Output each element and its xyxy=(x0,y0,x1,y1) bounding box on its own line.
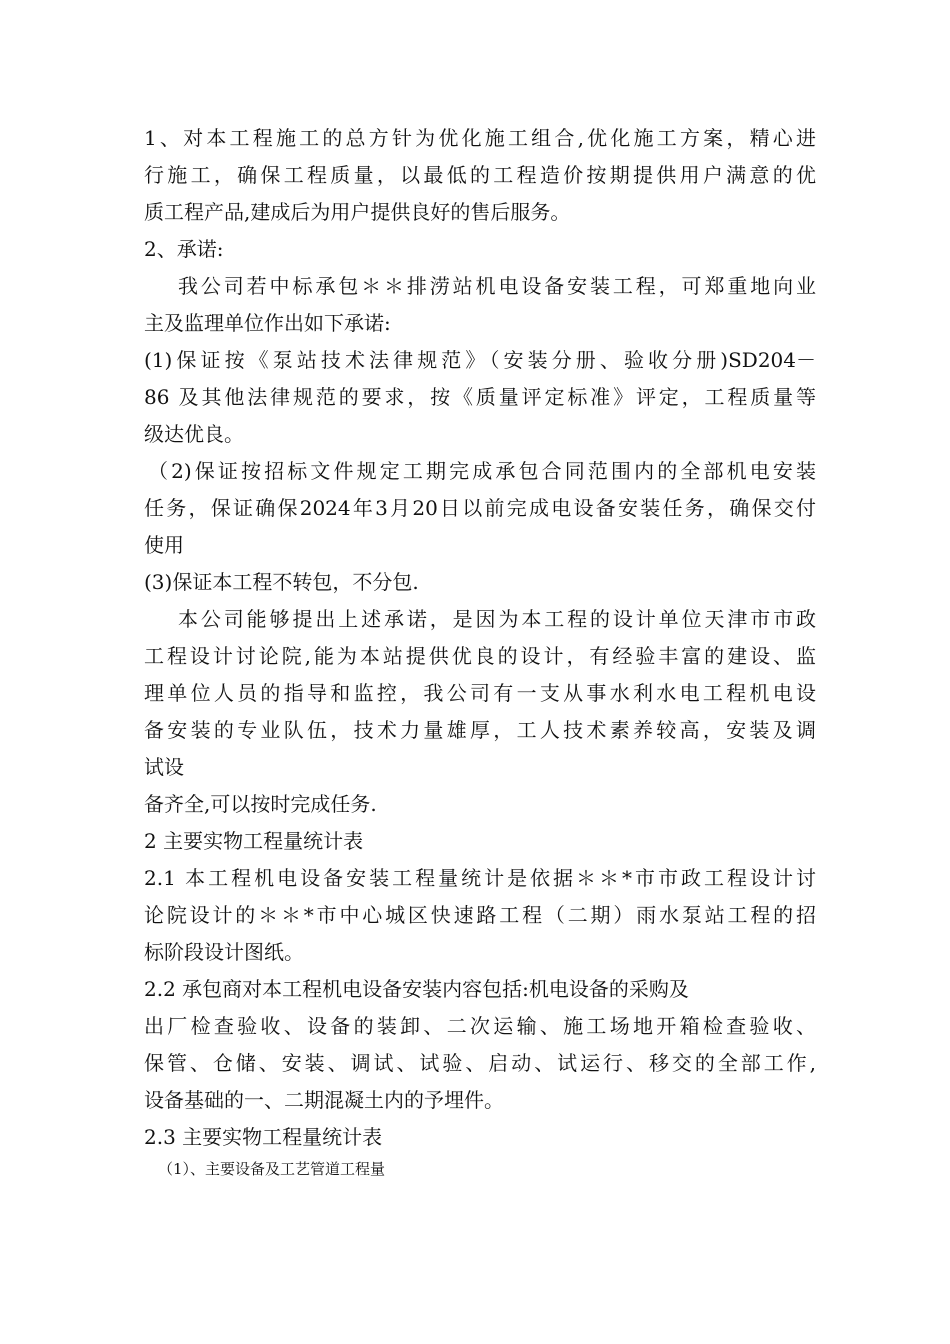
text-line: 本公司能够提出上述承诺，是因为本工程的设计单位天津市市政 xyxy=(178,607,816,631)
text-line: 理单位人员的指导和监控，我公司有一支从事水利水电工程机电设 xyxy=(144,681,816,705)
text-line: （2)保证按招标文件规定工期完成承包合同范围内的全部机电安装 xyxy=(148,459,816,483)
text-line: 使用 xyxy=(144,533,184,557)
text-line: (1)保证按《泵站技术法律规范》（安装分册、验收分册)SD204－ xyxy=(144,348,816,372)
text-line: 设备基础的一、二期混凝土内的予埋件。 xyxy=(144,1088,504,1112)
section-heading: 2、承诺: xyxy=(144,237,224,261)
text-line: 试设 xyxy=(144,755,184,779)
text-line: 我公司若中标承包＊＊排涝站机电设备安装工程，可郑重地向业 xyxy=(178,274,816,298)
text-line: 工程设计讨论院,能为本站提供优良的设计，有经验丰富的建设、监 xyxy=(144,644,816,668)
text-line: 2.1 本工程机电设备安装工程量统计是依据＊＊*市市政工程设计讨 xyxy=(144,866,816,890)
text-line: 出厂检查验收、设备的装卸、二次运输、施工场地开箱检查验收、 xyxy=(144,1014,816,1038)
text-line: 任务，保证确保2024年3月20日以前完成电设备安装任务，确保交付 xyxy=(144,496,816,520)
text-line: (3)保证本工程不转包，不分包. xyxy=(144,570,419,594)
text-line: 论院设计的＊＊*市中心城区快速路工程（二期）雨水泵站工程的招 xyxy=(144,903,816,927)
section-heading: 2 主要实物工程量统计表 xyxy=(144,829,364,853)
text-line: 保管、仓储、安装、调试、试验、启动、试运行、移交的全部工作, xyxy=(144,1051,816,1075)
text-line: 级达优良。 xyxy=(144,422,244,446)
subsection-heading: （1）、主要设备及工艺管道工程量 xyxy=(158,1160,386,1178)
text-line: 质工程产品,建成后为用户提供良好的售后服务。 xyxy=(144,200,571,224)
text-line: 备安装的专业队伍，技术力量雄厚，工人技术素养较高，安装及调 xyxy=(144,718,816,742)
text-line: 1、对本工程施工的总方针为优化施工组合,优化施工方案，精心进 xyxy=(144,126,816,150)
section-heading: 2.3 主要实物工程量统计表 xyxy=(144,1125,383,1149)
text-line: 备齐全,可以按时完成任务. xyxy=(144,792,377,816)
text-line: 2.2 承包商对本工程机电设备安装内容包括:机电设备的采购及 xyxy=(144,977,689,1001)
text-line: 主及监理单位作出如下承诺: xyxy=(144,311,391,335)
text-line: 标阶段设计图纸。 xyxy=(144,940,304,964)
text-line: 86 及其他法律规范的要求，按《质量评定标准》评定，工程质量等 xyxy=(144,385,816,409)
text-line: 行施工，确保工程质量，以最低的工程造价按期提供用户满意的优 xyxy=(144,163,816,187)
